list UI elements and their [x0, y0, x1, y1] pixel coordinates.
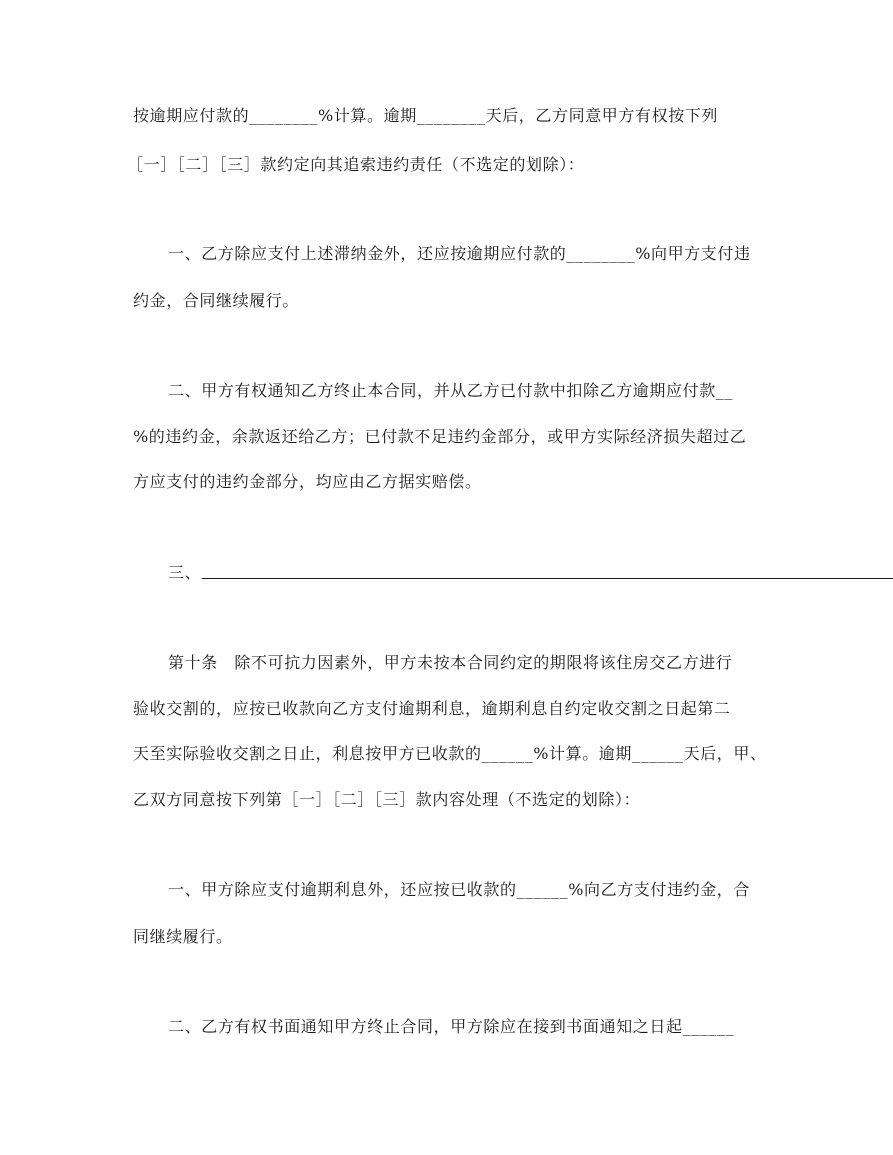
text-line: %的违约金，余款返还给乙方；已付款不足违约金部分，或甲方实际经济损失超过乙: [133, 427, 747, 446]
text-line: 二、乙方有权书面通知甲方终止合同，甲方除应在接到书面通知之日起______: [168, 1017, 735, 1036]
clause-three-label: 三、: [168, 563, 202, 582]
text-line: 一、甲方除应支付逾期利息外，还应按已收款的______%向乙方支付违约金，合: [168, 880, 751, 899]
text-line: 二、甲方有权通知乙方终止本合同，并从乙方已付款中扣除乙方逾期应付款__: [168, 381, 734, 400]
article-ten-heading: 第十条 除不可抗力因素外，甲方未按本合同约定的期限将该住房交乙方进行: [168, 653, 733, 672]
text-line: 乙双方同意按下列第［一］［二］［三］款内容处理（不选定的划除）：: [133, 790, 641, 809]
text-line: 按逾期应付款的________%计算。逾期________天后，乙方同意甲方有权按下列: [133, 106, 719, 125]
text-line: 天至实际验收交割之日止，利息按甲方已收款的______%计算。逾期______天后，甲、: [133, 744, 767, 763]
text-line: 验收交割的，应按已收款向乙方支付逾期利息，逾期利息自约定收交割之日起第二: [133, 699, 731, 718]
text-line: ［一］［二］［三］款约定向其追索违约责任（不选定的划除）：: [127, 155, 585, 174]
text-line: 约金，合同继续履行。: [133, 291, 300, 310]
blank-fill-line: [202, 578, 893, 579]
text-line: 一、乙方除应支付上述滞纳金外，还应按逾期应付款的________%向甲方支付违: [168, 244, 751, 263]
text-line: 同继续履行。: [133, 927, 233, 946]
text-line: 方应支付的违约金部分，均应由乙方据实赔偿。: [133, 472, 482, 491]
